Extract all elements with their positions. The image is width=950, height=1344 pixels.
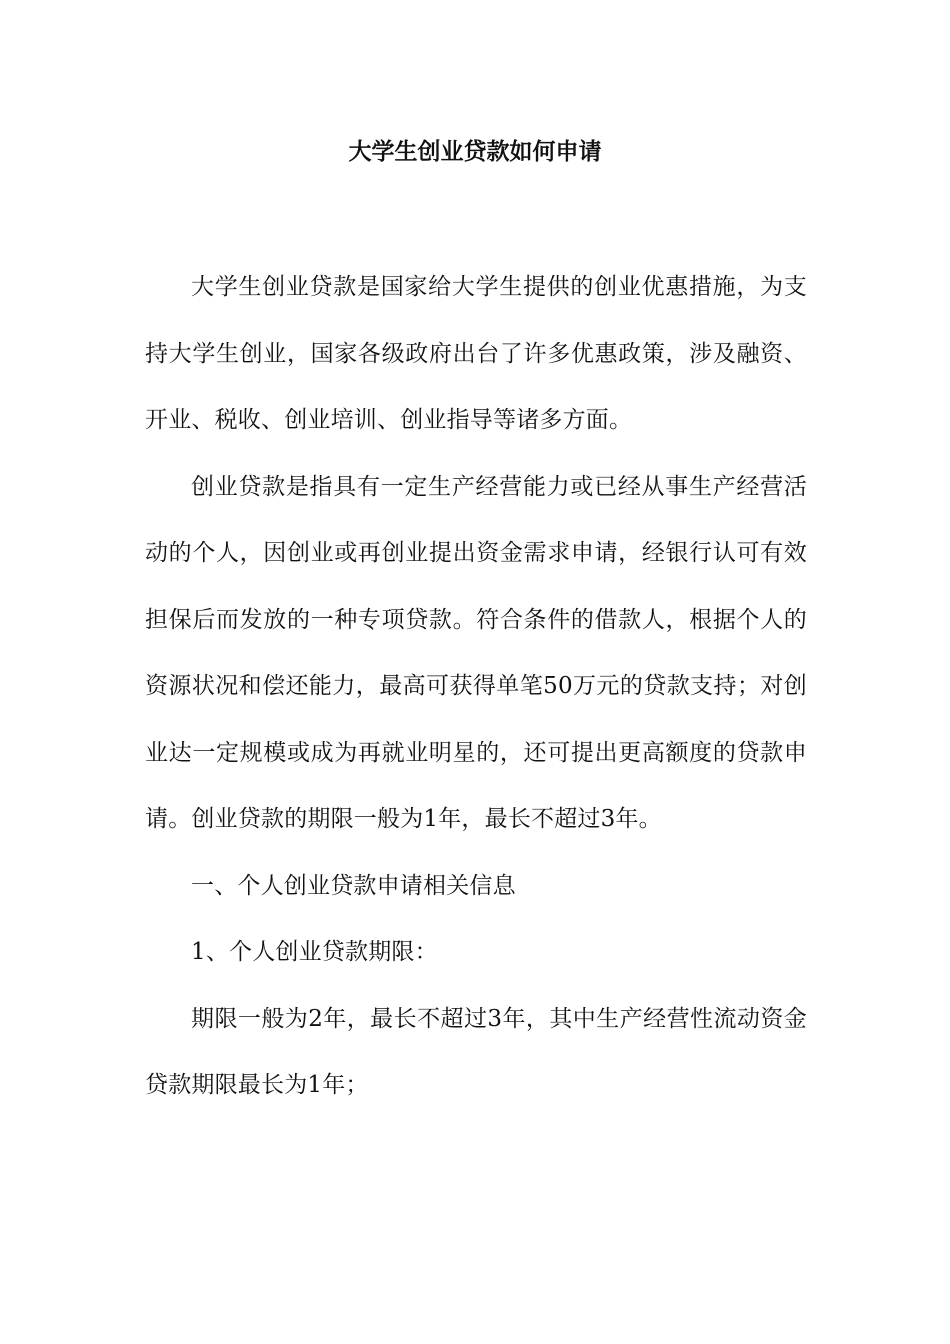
paragraph-loan-term: 期限一般为2年，最长不超过3年，其中生产经营性流动资金贷款期限最长为1年；	[145, 1005, 807, 1098]
document-title: 大学生创业贷款如何申请	[348, 139, 602, 165]
subsection-heading: 1、个人创业贷款期限：	[191, 939, 438, 965]
document-body	[145, 254, 807, 1119]
section-heading: 一、个人创业贷款申请相关信息	[191, 872, 516, 899]
paragraph-definition: 创业贷款是指具有一定生产经营能力或已经从事生产经营活动的个人，因创业或再创业提出资金需求申请，经银行认可有效担保后而发放的一种专项贷款。符合条件的借款人，根据个人的资源状况和偿还能力，最高可获得单笔50万元的贷款支持；对创业达一定规模或成为再就业明星的，还可提出更高额度的贷款申请。创业贷款的期限一般为1年，最长不超过3年。	[145, 473, 807, 832]
paragraph-intro: 大学生创业贷款是国家给大学生提供的创业优惠措施，为支持大学生创业，国家各级政府出台了许多优惠政策，涉及融资、开业、税收、创业培训、创业指导等诸多方面。	[145, 274, 807, 433]
